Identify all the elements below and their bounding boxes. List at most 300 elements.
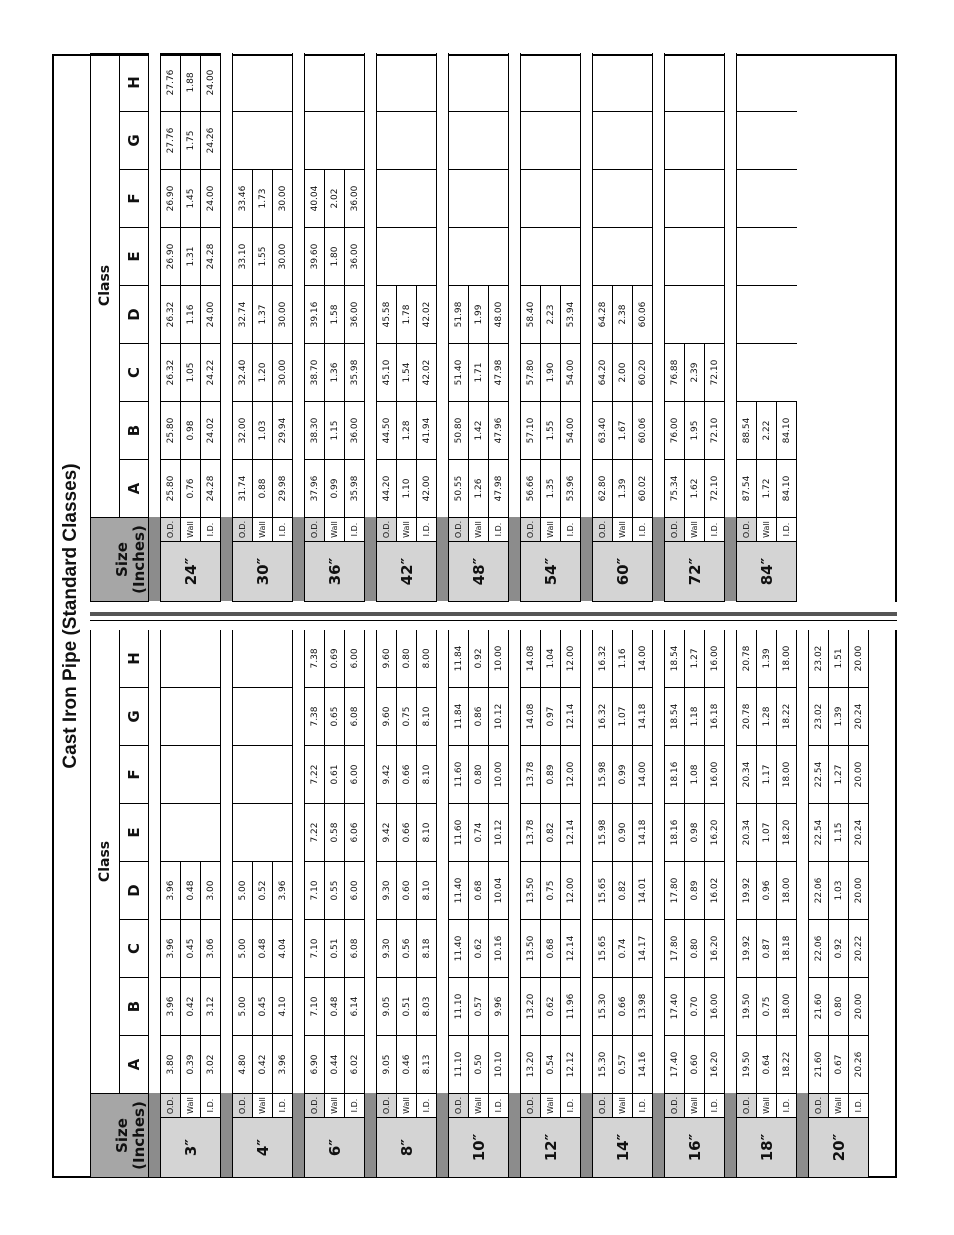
empty-cell [305,112,325,170]
empty-cell [757,53,777,111]
row-label: Wall [757,518,777,542]
empty-cell [685,53,705,111]
value-cell: 24.00 [201,170,221,228]
value-cell: 1.45 [181,170,201,228]
value-cell: 4.80 [233,1036,253,1094]
section-separator [437,53,449,601]
value-cell: 0.80 [685,920,705,978]
row-label: Wall [469,1094,489,1118]
table-right-half [90,54,897,602]
row-label: I.D. [561,1094,581,1118]
empty-cell [757,344,777,402]
value-cell: 0.62 [469,920,489,978]
separator-band [797,1094,809,1178]
value-cell: 18.00 [777,629,797,687]
separator-band [293,518,305,602]
value-cell: 60.06 [633,286,653,344]
value-cell: 0.68 [469,862,489,920]
value-cell: 15.65 [593,862,613,920]
value-cell: 14.00 [633,746,653,804]
value-cell: 12.00 [561,862,581,920]
value-cell: 20.78 [737,629,757,687]
value-cell: 14.01 [633,862,653,920]
value-cell: 13.78 [521,746,541,804]
value-cell: 47.96 [489,402,509,460]
value-cell: 8.03 [417,978,437,1036]
value-cell: 0.55 [325,862,345,920]
empty-cell [273,804,293,862]
size-header-unit: (Inches) [130,525,148,594]
value-cell: 2.00 [613,344,633,402]
size-header [91,518,149,602]
table-row [521,53,541,601]
value-cell: 38.70 [305,344,325,402]
value-cell: 72.10 [705,402,725,460]
row-label: O.D. [737,518,757,542]
value-cell: 1.15 [829,804,849,862]
value-cell: 1.73 [253,170,273,228]
value-cell: 0.48 [181,862,201,920]
value-cell: 3.12 [201,978,221,1036]
value-cell: 1.39 [757,629,777,687]
empty-cell [541,53,561,111]
value-cell: 0.51 [397,978,417,1036]
class-letter-header: D [120,286,149,344]
empty-cell [737,344,757,402]
value-cell: 24.26 [201,112,221,170]
value-cell: 87.54 [737,460,757,518]
value-cell: 1.08 [685,746,705,804]
row-label: I.D. [417,518,437,542]
value-cell: 0.57 [469,978,489,1036]
pipe-size-cell: 8″ [377,1118,437,1178]
section-separator [221,53,233,601]
value-cell: 9.05 [377,1036,397,1094]
table-row [305,53,325,601]
separator-band [509,629,521,1093]
empty-cell [469,53,489,111]
value-cell: 19.92 [737,920,757,978]
empty-cell [377,112,397,170]
value-cell: 0.99 [325,460,345,518]
empty-cell [233,112,253,170]
value-cell: 0.82 [613,862,633,920]
row-label: I.D. [705,518,725,542]
value-cell: 0.65 [325,688,345,746]
class-letter-header: C [120,344,149,402]
separator-band [149,1094,161,1178]
value-cell: 14.00 [633,629,653,687]
value-cell: 0.80 [397,629,417,687]
empty-cell [253,804,273,862]
row-label: O.D. [665,1094,685,1118]
empty-cell [253,746,273,804]
value-cell: 0.39 [181,1036,201,1094]
value-cell: 1.99 [469,286,489,344]
value-cell: 42.00 [417,460,437,518]
pipe-size-cell: 60″ [593,542,653,602]
table-row [757,53,777,601]
empty-cell [253,53,273,111]
value-cell: 18.16 [665,804,685,862]
value-cell: 0.92 [469,629,489,687]
row-label: I.D. [201,518,221,542]
value-cell: 0.76 [181,460,201,518]
separator-band [797,629,809,1093]
value-cell: 3.80 [161,1036,181,1094]
value-cell: 42.02 [417,344,437,402]
row-label: O.D. [305,518,325,542]
value-cell: 1.58 [325,286,345,344]
table-row [685,53,705,601]
separator-band [653,518,665,602]
value-cell: 84.10 [777,402,797,460]
empty-cell [181,629,201,687]
value-cell: 8.10 [417,862,437,920]
value-cell: 22.06 [809,862,829,920]
value-cell: 62.80 [593,460,613,518]
table-row [633,629,653,1177]
value-cell: 17.80 [665,920,685,978]
value-cell: 38.30 [305,402,325,460]
table-row [633,53,653,601]
value-cell: 39.16 [305,286,325,344]
value-cell: 0.60 [685,1036,705,1094]
value-cell: 1.62 [685,460,705,518]
row-label: O.D. [161,518,181,542]
value-cell: 7.38 [305,629,325,687]
empty-cell [561,228,581,286]
empty-cell [541,170,561,228]
row-label: O.D. [593,518,613,542]
value-cell: 25.80 [161,402,181,460]
separator-band [365,1094,377,1178]
value-cell: 56.66 [521,460,541,518]
class-letter-header: D [120,862,149,920]
table-row [201,53,221,601]
class-letter-header: H [120,53,149,111]
value-cell: 48.00 [489,286,509,344]
value-cell: 21.60 [809,978,829,1036]
value-cell: 23.02 [809,629,829,687]
value-cell: 0.58 [325,804,345,862]
value-cell: 11.60 [449,746,469,804]
value-cell: 14.16 [633,1036,653,1094]
value-cell: 18.00 [777,978,797,1036]
empty-cell [181,688,201,746]
value-cell: 13.50 [521,862,541,920]
value-cell: 16.32 [593,629,613,687]
separator-band [365,518,377,602]
class-letter-header: E [120,804,149,862]
value-cell: 3.96 [273,862,293,920]
value-cell: 11.84 [449,688,469,746]
value-cell: 3.96 [161,862,181,920]
row-label: I.D. [201,1094,221,1118]
table-row [489,53,509,601]
empty-cell [201,629,221,687]
value-cell: 10.00 [489,746,509,804]
value-cell: 0.70 [685,978,705,1036]
row-label: I.D. [633,1094,653,1118]
row-label: I.D. [561,518,581,542]
pipe-size-cell: 54″ [521,542,581,602]
class-letter-header: F [120,170,149,228]
row-label: O.D. [521,1094,541,1118]
value-cell: 0.88 [253,460,273,518]
table-row [325,629,345,1177]
empty-cell [469,170,489,228]
separator-band [509,1094,521,1178]
value-cell: 14.08 [521,688,541,746]
value-cell: 18.54 [665,688,685,746]
value-cell: 0.74 [613,920,633,978]
separator-band [653,629,665,1093]
row-label: O.D. [521,518,541,542]
separator-band [437,53,449,517]
table-row [345,629,365,1177]
table-row [469,53,489,601]
value-cell: 60.06 [633,402,653,460]
value-cell: 15.98 [593,804,613,862]
pipe-size-cell: 3″ [161,1118,221,1178]
value-cell: 54.00 [561,402,581,460]
value-cell: 1.67 [613,402,633,460]
value-cell: 0.69 [325,629,345,687]
empty-cell [757,286,777,344]
class-header: Class [91,629,120,1093]
value-cell: 51.40 [449,344,469,402]
table-row [541,53,561,601]
value-cell: 0.45 [181,920,201,978]
value-cell: 4.10 [273,978,293,1036]
value-cell: 1.90 [541,344,561,402]
value-cell: 16.32 [593,688,613,746]
table-row [665,629,685,1177]
empty-cell [777,112,797,170]
value-cell: 17.40 [665,1036,685,1094]
value-cell: 27.76 [161,112,181,170]
value-cell: 0.56 [397,920,417,978]
empty-cell [449,228,469,286]
separator-band [149,629,161,1093]
empty-cell [305,53,325,111]
value-cell: 6.08 [345,920,365,978]
separator-band [221,53,233,517]
value-cell: 33.46 [233,170,253,228]
section-separator [365,629,377,1177]
value-cell: 36.00 [345,286,365,344]
pipe-size-cell: 12″ [521,1118,581,1178]
empty-cell [561,53,581,111]
value-cell: 41.94 [417,402,437,460]
empty-cell [705,112,725,170]
value-cell: 12.14 [561,920,581,978]
value-cell: 6.08 [345,688,365,746]
value-cell: 6.06 [345,804,365,862]
value-cell: 20.26 [849,1036,869,1094]
empty-cell [665,112,685,170]
value-cell: 19.50 [737,1036,757,1094]
table-row [449,629,469,1177]
value-cell: 20.00 [849,629,869,687]
row-label: I.D. [705,1094,725,1118]
empty-cell [633,228,653,286]
value-cell: 0.66 [613,978,633,1036]
value-cell: 57.80 [521,344,541,402]
pipe-class-table [90,629,869,1178]
empty-cell [521,53,541,111]
value-cell: 18.54 [665,629,685,687]
table-row [593,53,613,601]
value-cell: 1.26 [469,460,489,518]
value-cell: 17.80 [665,862,685,920]
table-row [181,629,201,1177]
row-label: O.D. [305,1094,325,1118]
row-label: Wall [757,1094,777,1118]
value-cell: 57.10 [521,402,541,460]
value-cell: 22.06 [809,920,829,978]
value-cell: 1.28 [397,402,417,460]
separator-band [149,53,161,517]
value-cell: 15.65 [593,920,613,978]
table-row [397,53,417,601]
empty-cell [273,688,293,746]
value-cell: 16.20 [705,1036,725,1094]
value-cell: 0.61 [325,746,345,804]
row-label: O.D. [449,518,469,542]
pipe-size-cell: 20″ [809,1118,869,1178]
value-cell: 7.10 [305,978,325,1036]
value-cell: 14.18 [633,804,653,862]
empty-cell [685,112,705,170]
separator-band [725,1094,737,1178]
table-row [737,53,757,601]
value-cell: 18.22 [777,1036,797,1094]
empty-cell [613,170,633,228]
value-cell: 11.60 [449,804,469,862]
value-cell: 1.39 [613,460,633,518]
separator-band [221,518,233,602]
value-cell: 1.42 [469,402,489,460]
pipe-size-cell: 4″ [233,1118,293,1178]
value-cell: 37.96 [305,460,325,518]
value-cell: 1.37 [253,286,273,344]
row-label: Wall [541,1094,561,1118]
empty-cell [489,170,509,228]
value-cell: 11.40 [449,920,469,978]
value-cell: 6.00 [345,862,365,920]
table-row [449,53,469,601]
value-cell: 10.16 [489,920,509,978]
row-label: I.D. [273,518,293,542]
value-cell: 1.18 [685,688,705,746]
empty-cell [521,170,541,228]
value-cell: 12.00 [561,746,581,804]
table-row [233,629,253,1177]
value-cell: 16.00 [705,746,725,804]
value-cell: 0.46 [397,1036,417,1094]
section-separator [581,629,593,1177]
empty-cell [737,228,757,286]
value-cell: 1.10 [397,460,417,518]
value-cell: 26.32 [161,286,181,344]
value-cell: 3.96 [161,978,181,1036]
table-row [521,629,541,1177]
empty-cell [417,228,437,286]
value-cell: 0.44 [325,1036,345,1094]
row-label: Wall [397,518,417,542]
value-cell: 20.78 [737,688,757,746]
value-cell: 36.00 [345,402,365,460]
value-cell: 5.00 [233,978,253,1036]
value-cell: 72.10 [705,344,725,402]
empty-cell [633,170,653,228]
value-cell: 20.00 [849,862,869,920]
table-row [273,629,293,1177]
empty-cell [273,53,293,111]
value-cell: 0.74 [469,804,489,862]
empty-cell [489,112,509,170]
value-cell: 30.00 [273,344,293,402]
empty-cell [417,53,437,111]
value-cell: 53.96 [561,460,581,518]
separator-band [653,53,665,517]
value-cell: 6.02 [345,1036,365,1094]
class-letter-header: G [120,688,149,746]
pipe-size-cell: 36″ [305,542,365,602]
table-row [417,629,437,1177]
table-row [253,629,273,1177]
size-header [91,1094,149,1178]
value-cell: 9.42 [377,746,397,804]
value-cell: 44.50 [377,402,397,460]
value-cell: 8.10 [417,746,437,804]
section-separator [725,629,737,1177]
value-cell: 1.17 [757,746,777,804]
section-separator [653,53,665,601]
empty-cell [161,746,181,804]
empty-cell [449,53,469,111]
value-cell: 88.54 [737,402,757,460]
empty-cell [665,53,685,111]
value-cell: 9.60 [377,688,397,746]
value-cell: 64.20 [593,344,613,402]
value-cell: 7.38 [305,688,325,746]
rotated-page [52,54,897,1178]
class-letter-header: G [120,112,149,170]
value-cell: 24.22 [201,344,221,402]
row-label: O.D. [233,518,253,542]
value-cell: 5.00 [233,862,253,920]
pipe-size-cell: 6″ [305,1118,365,1178]
value-cell: 6.90 [305,1036,325,1094]
empty-cell [273,746,293,804]
empty-cell [449,112,469,170]
empty-cell [377,170,397,228]
table-row [305,629,325,1177]
value-cell: 1.16 [613,629,633,687]
value-cell: 30.00 [273,286,293,344]
table-row [345,53,365,601]
value-cell: 30.00 [273,228,293,286]
separator-band [221,629,233,1093]
value-cell: 8.13 [417,1036,437,1094]
table-row [777,629,797,1177]
row-label: I.D. [777,1094,797,1118]
empty-cell [469,228,489,286]
value-cell: 1.27 [829,746,849,804]
